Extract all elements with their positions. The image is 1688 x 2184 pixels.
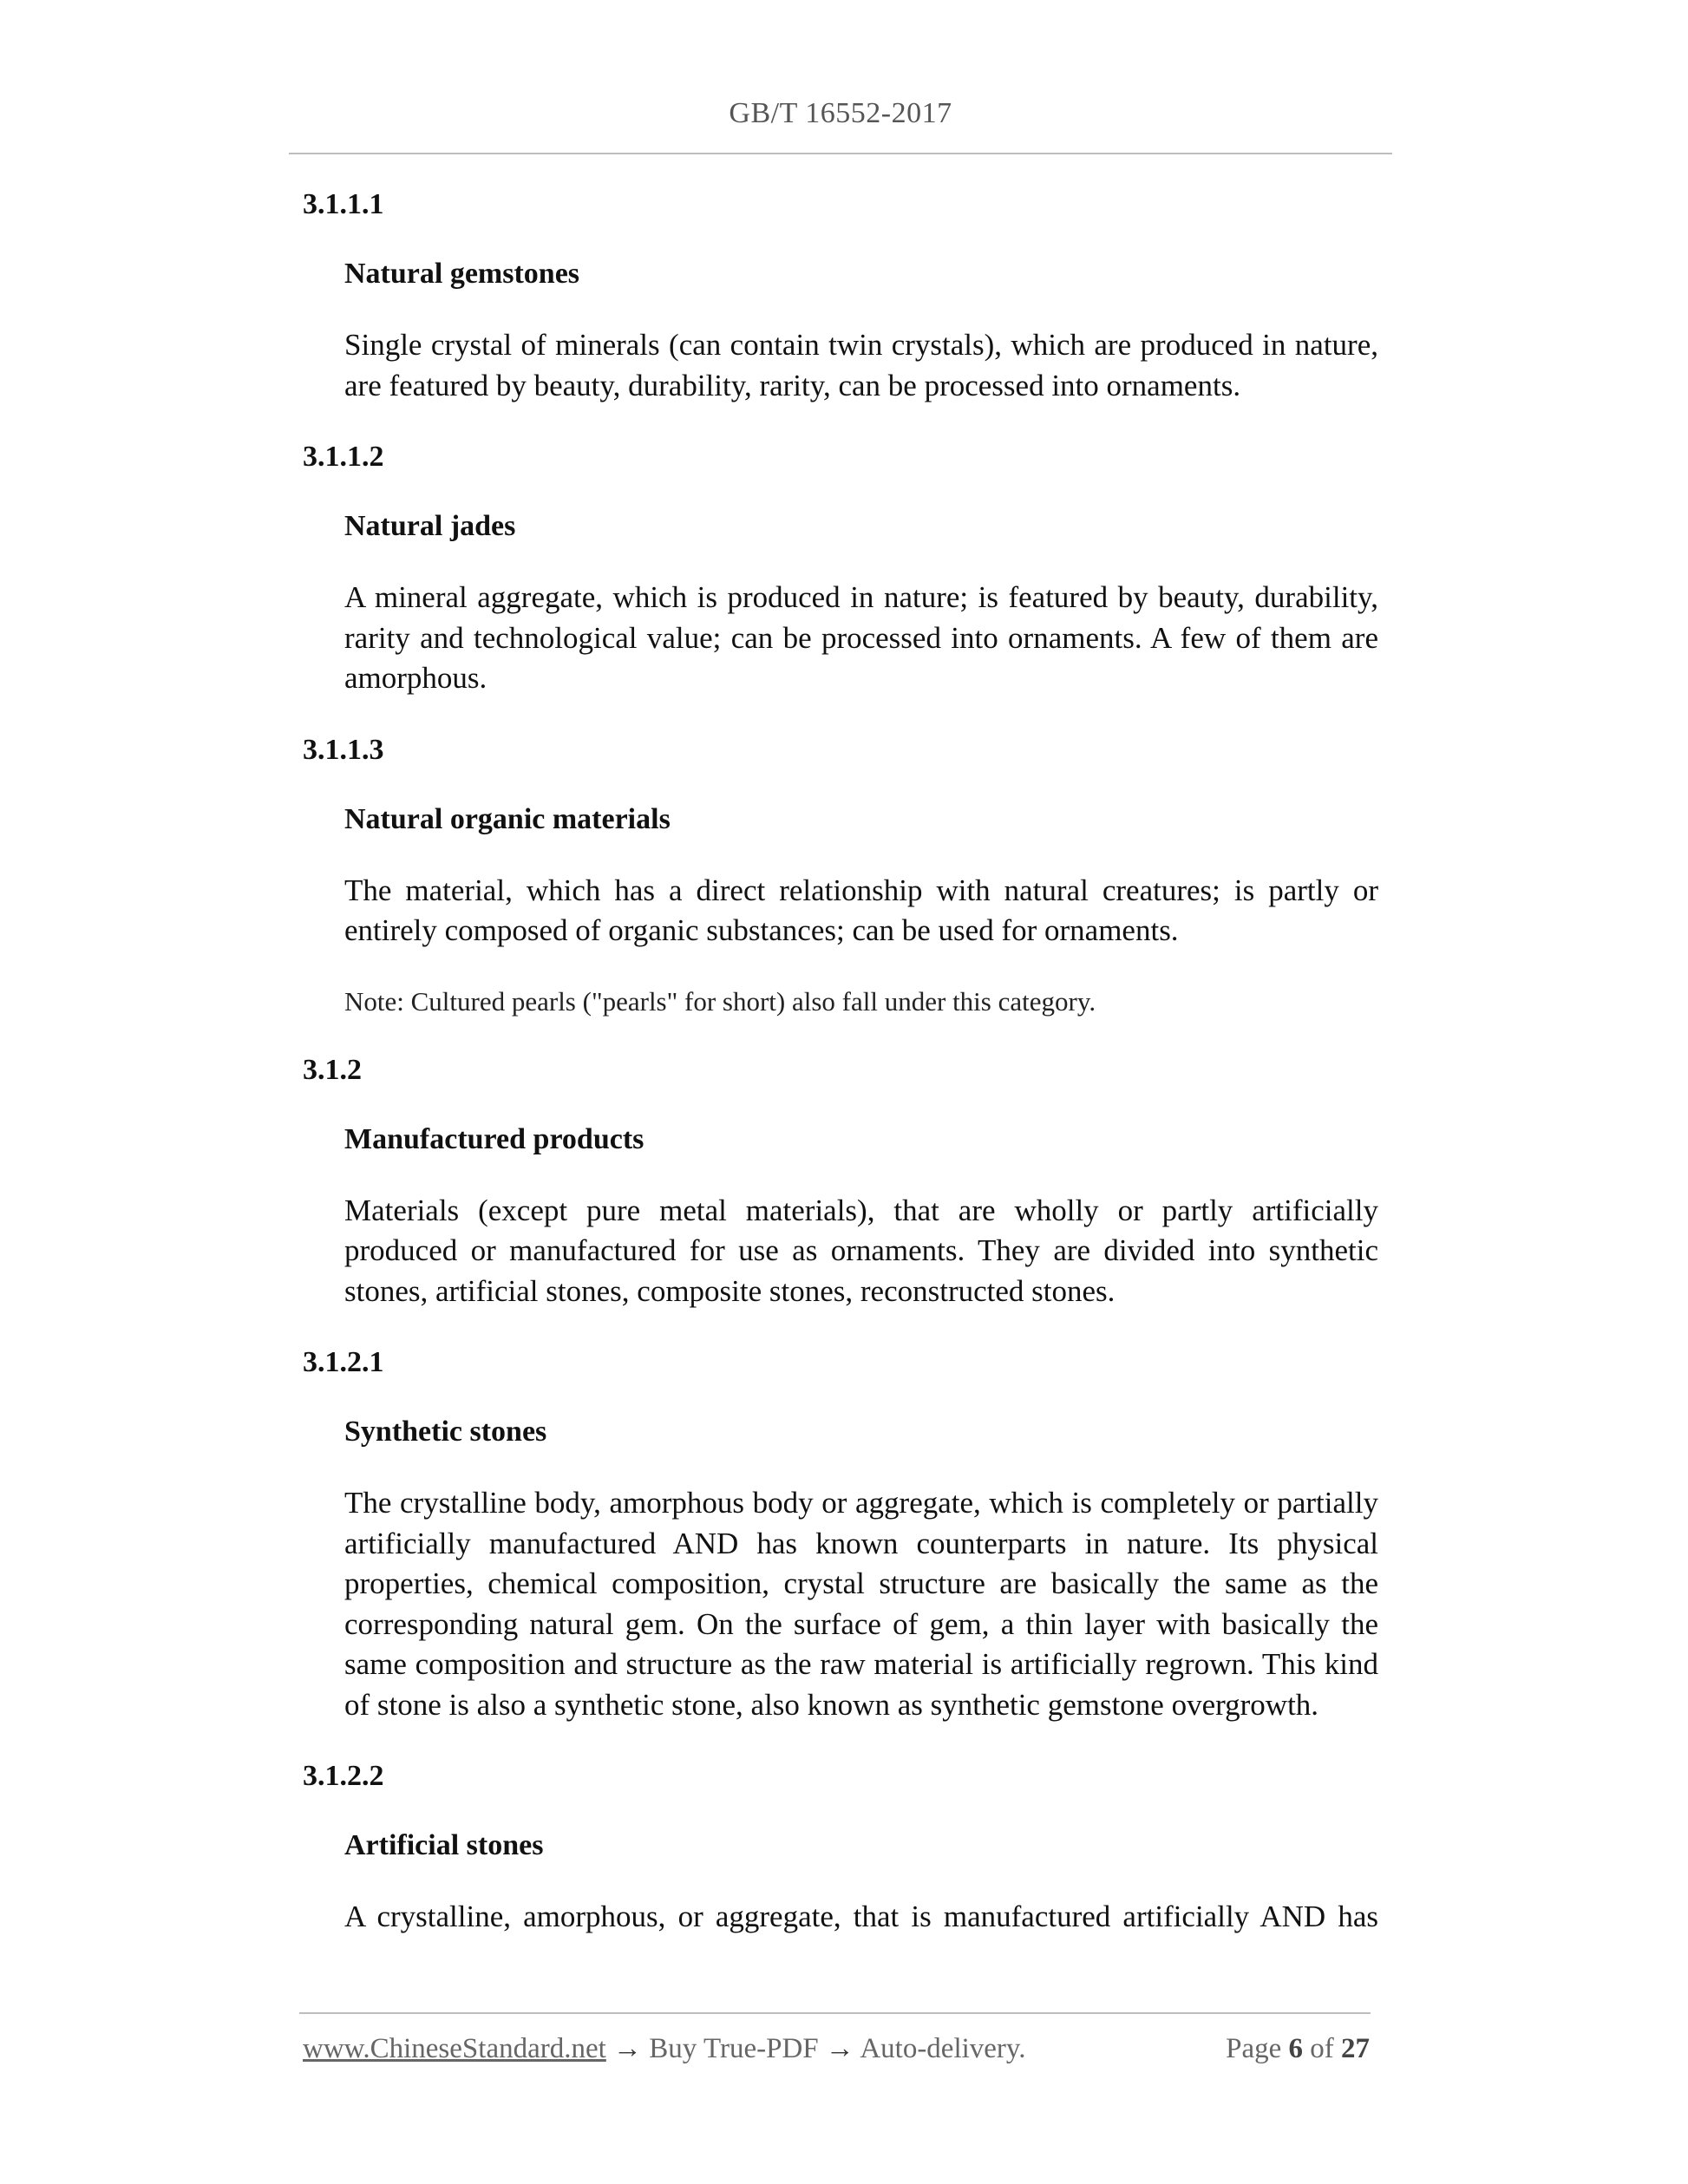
page-indicator (1226, 2033, 1370, 2065)
buy-true-pdf-text: Buy True-PDF (649, 2033, 819, 2064)
entry-definition: Single crystal of minerals (can contain twin crystals), which are produced in nature, are featured by beauty, durability, rarity, can be processed into ornaments. (344, 328, 1378, 402)
footer-divider (299, 2012, 1371, 2014)
page-header-title: GB/T 16552-2017 (729, 97, 952, 129)
entry-term: Natural jades (344, 510, 516, 542)
entry-3-1-1-1 (303, 186, 1378, 406)
entry-term: Synthetic stones (344, 1416, 547, 1448)
header-divider (289, 153, 1392, 154)
entry-number: 3.1.1.1 (303, 188, 384, 220)
entry-3-1-2-2 (303, 1758, 1378, 1938)
entry-number: 3.1.2 (303, 1053, 362, 1086)
entry-3-1-1-2 (303, 439, 1378, 699)
entry-3-1-2-1 (303, 1344, 1378, 1725)
auto-delivery-text: Auto-delivery. (860, 2033, 1026, 2064)
entry-definition: A mineral aggregate, which is produced in nature; is featured by beauty, durability, rarity and technological value; can be processed into ornaments. A few of them are amorphous. (344, 580, 1378, 695)
entry-note: Note: Cultured pearls ("pearls" for short) also fall under this category. (344, 985, 1096, 1017)
entry-number: 3.1.2.1 (303, 1346, 384, 1378)
entry-term: Manufactured products (344, 1122, 644, 1155)
page-total: 27 (1341, 2033, 1370, 2064)
chinese-standard-link[interactable]: www.ChineseStandard.net (303, 2033, 606, 2064)
page-label: Page (1226, 2033, 1282, 2064)
entry-number: 3.1.1.3 (303, 733, 384, 766)
entry-term: Natural gemstones (344, 258, 580, 290)
document-body (303, 186, 1378, 1971)
entry-3-1-2 (303, 1052, 1378, 1312)
entry-term: Natural organic materials (344, 802, 671, 835)
entry-definition: The material, which has a direct relationship with natural creatures; is partly or entirely composed of organic substances; can be used for ornaments. (344, 873, 1378, 947)
entry-number: 3.1.1.2 (303, 441, 384, 473)
page-current: 6 (1288, 2033, 1303, 2064)
entry-definition: Materials (except pure metal materials), that are wholly or partly artificially produced or manufactured for use as ornaments. They are divided into synthetic stones, artificial stones, composite stones, reconstructed stones. (344, 1193, 1378, 1308)
entry-number: 3.1.2.2 (303, 1760, 384, 1792)
arrow-right-icon: → (825, 2033, 854, 2064)
page-of-label: of (1310, 2033, 1334, 2064)
entry-3-1-1-3 (303, 732, 1378, 1019)
entry-definition: The crystalline body, amorphous body or aggregate, which is completely or partially artificially manufactured AND has known counterparts in nature. Its physical properties, chemical composition, crystal structure are basically the same as the corresponding natural gem. On the surface of gem, a thin layer with basically the same composition and structure as the raw material is artificially regrown. This kind of stone is also a synthetic stone, also known as synthetic gemstone overgrowth. (344, 1486, 1378, 1722)
arrow-right-icon: → (613, 2033, 643, 2064)
entry-definition: A crystalline, amorphous, or aggregate, that is manufactured artificially AND has (344, 1900, 1378, 1933)
footer-promo (303, 2033, 1026, 2065)
page-footer (303, 2033, 1370, 2065)
entry-term: Artificial stones (344, 1829, 544, 1861)
